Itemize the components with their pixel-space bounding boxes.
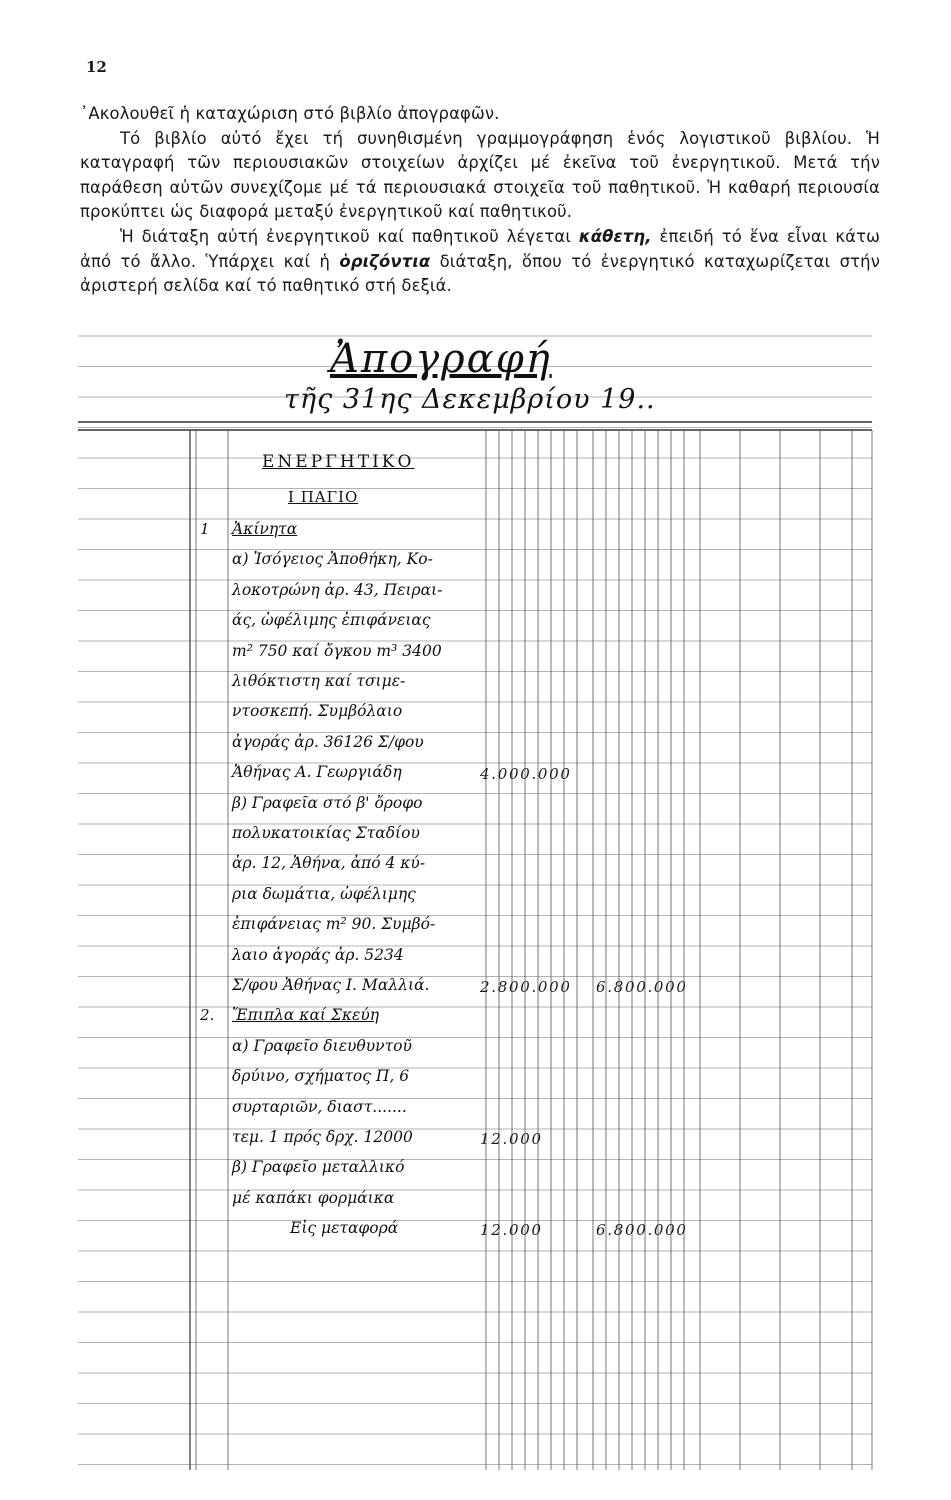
row-description: β) Γραφεῖα στό β' ὄροφο bbox=[232, 793, 423, 812]
row-description: λοκοτρώνη ἀρ. 43, Πειραι- bbox=[232, 580, 443, 599]
row-description: μέ καπάκι φορμάικα bbox=[232, 1188, 395, 1207]
amount-partial: 12.000 bbox=[480, 1221, 543, 1240]
row-description: Σ/φου Ἀθήνας Ι. Μαλλιά. bbox=[232, 976, 430, 994]
row-description: ἐπιφάνειας m² 90. Συμβό- bbox=[232, 915, 436, 934]
row-description: άς, ὠφέλιμης ἐπιφάνειας bbox=[232, 611, 431, 630]
row-description: Εἰς μεταφορά bbox=[290, 1219, 399, 1238]
row-description: λαιο ἀγοράς ἀρ. 5234 bbox=[232, 945, 404, 964]
row-description: ρια δωμάτια, ὠφέλιμης bbox=[232, 884, 416, 903]
row-description: m² 750 καί ὄγκου m³ 3400 bbox=[232, 641, 442, 660]
intro-paragraph-2: Τό βιβλίο αὐτό ἔχει τή συνηθισμένη γραμμογράφηση ἑνός λογιστικοῦ βιβλίου. Ἡ καταγραφή τῶν περιουσιακῶν στοιχείων ἀρχίζει μέ ἐκεῖνα τοῦ ἐνεργητικοῦ. Μετά τήν παράθεση αὐτῶν συνεχίζομε μέ τά περιουσιακά στοιχεῖα τοῦ παθητικοῦ. Ἡ καθαρή περιουσία προκύπτει ὡς διαφορά μεταξύ ἐνεργητικοῦ καί παθητικοῦ. bbox=[80, 128, 880, 222]
row-number: 1 bbox=[200, 520, 210, 538]
term-horizontal: ὁριζόντια bbox=[339, 251, 431, 271]
row-description: Ἀθήνας Α. Γεωργιάδη bbox=[232, 763, 402, 782]
amount-total: 6.800.000 bbox=[596, 1221, 688, 1240]
row-description: δρύινο, σχήματος Π, 6 bbox=[232, 1067, 410, 1086]
row-description: β) Γραφεῖο μεταλλικό bbox=[232, 1158, 405, 1177]
section-heading: ΕΝΕΡΓΗΤΙΚΟ bbox=[262, 452, 415, 472]
row-description: α) Γραφεῖο διευθυντοῦ bbox=[232, 1036, 412, 1055]
ledger-subtitle: τῆς 31ης Δεκεμβρίου 19.. bbox=[284, 384, 656, 415]
ledger-title: Ἀπογραφή bbox=[330, 336, 552, 382]
row-description: ἀγοράς ἀρ. 36126 Σ/φου bbox=[232, 732, 424, 751]
intro-text bbox=[80, 102, 880, 299]
row-description: πολυκατοικίας Σταδίου bbox=[232, 824, 420, 842]
amount-total: 6.800.000 bbox=[596, 978, 688, 996]
row-description: λιθόκτιστη καί τσιμε- bbox=[232, 672, 406, 690]
amount-partial: 12.000 bbox=[480, 1130, 543, 1148]
row-description: Ἔπιπλα καί Σκεύη bbox=[232, 1006, 380, 1025]
row-description: συρταριῶν, διαστ....... bbox=[232, 1097, 407, 1116]
row-description: ἀρ. 12, Ἀθήνα, ἀπό 4 κύ- bbox=[232, 854, 426, 873]
row-number: 2. bbox=[200, 1006, 215, 1025]
intro-paragraph-1: ᾿Ακολουθεῖ ἡ καταχώριση στό βιβλίο ἀπογραφῶν. bbox=[80, 104, 500, 123]
amount-partial: 2.800.000 bbox=[480, 978, 572, 996]
intro-paragraph-3: Ἡ διάταξη αὐτή ἐνεργητικοῦ καί παθητικοῦ λέγεται κάθετη, ἐπειδή τό ἕνα εἶναι κάτω ἀπό τό ἄλλο. Ὑπάρχει καί ἡ ὁριζόντια διάταξη, ὅπου τό ἐνεργητικό καταχωρίζεται στήν ἀριστερή σελίδα καί τό παθητικό στή δεξιά. bbox=[80, 226, 881, 296]
amount-partial: 4.000.000 bbox=[480, 765, 572, 784]
row-description: ντοσκεπή. Συμβόλαιο bbox=[232, 702, 403, 721]
row-description: τεμ. 1 πρός δρχ. 12000 bbox=[232, 1128, 413, 1146]
term-vertical: κάθετη, bbox=[578, 226, 652, 246]
row-description: α) Ἰσόγειος Ἀποθήκη, Κο- bbox=[232, 550, 433, 569]
page-number: 12 bbox=[86, 58, 107, 76]
row-description: Ἀκίνητα bbox=[232, 520, 298, 538]
subsection-heading: Ι ΠΑΓΙΟ bbox=[288, 488, 359, 506]
